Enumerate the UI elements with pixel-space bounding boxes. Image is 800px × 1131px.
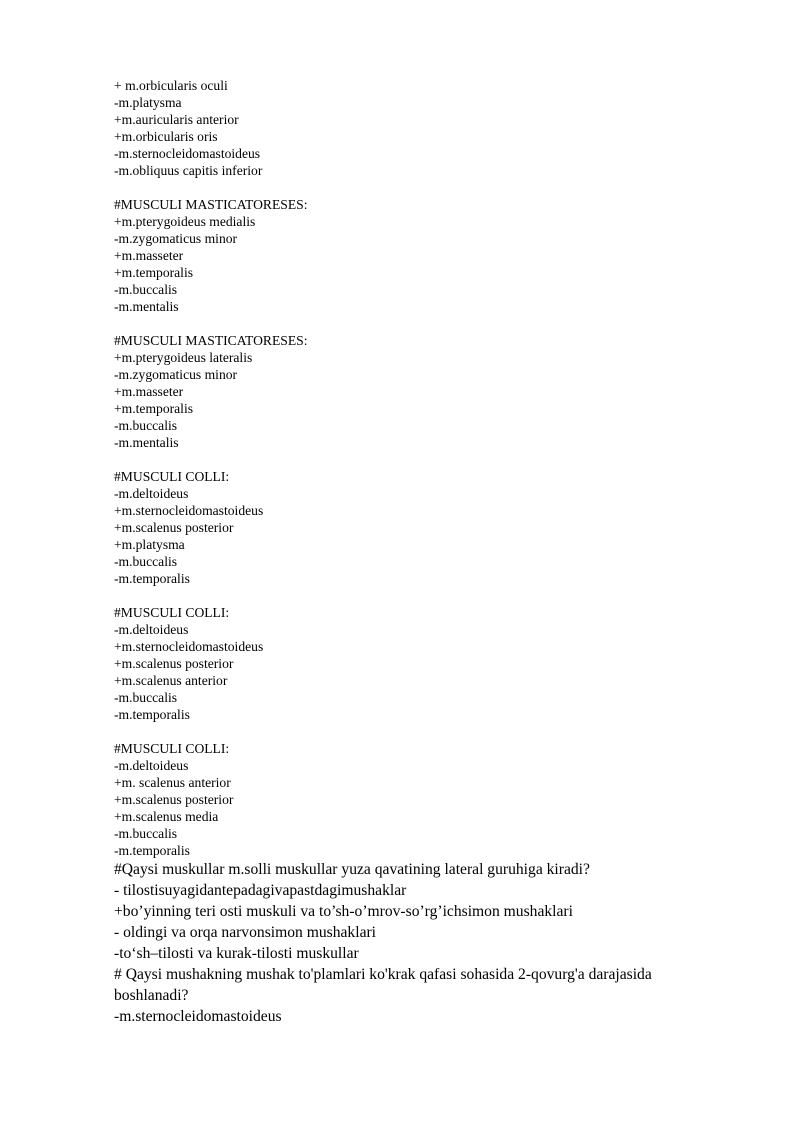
answer-line: - tilostisuyagidantepadagivapastdagimushaklar xyxy=(114,882,407,899)
answer-line: +m.temporalis xyxy=(114,401,194,416)
answer-line: -m.buccalis xyxy=(114,282,178,297)
question-blocks xyxy=(114,77,694,859)
answer-line: -m.mentalis xyxy=(114,435,179,450)
answer-block xyxy=(114,740,694,859)
answer-line: -m.deltoideus xyxy=(114,758,189,773)
answer-line: -m.deltoideus xyxy=(114,622,189,637)
answer-line: +bo’yinning teri osti muskuli va to’sh-o’mrov-so’rg’ichsimon mushaklari xyxy=(114,903,573,920)
answer-line: -m.zygomaticus minor xyxy=(114,231,238,246)
answer-line: - oldingi va orqa narvonsimon mushaklari xyxy=(114,924,377,941)
answer-line: -m.buccalis xyxy=(114,690,178,705)
answer-line: -m.platysma xyxy=(114,95,182,110)
answer-block xyxy=(114,604,694,723)
answer-line: +m.scalenus media xyxy=(114,809,219,824)
answer-line: +m.scalenus posterior xyxy=(114,656,234,671)
answer-line: +m.scalenus posterior xyxy=(114,792,234,807)
answer-line: -m.temporalis xyxy=(114,707,190,722)
answer-block xyxy=(114,77,694,179)
answer-line: -m.sternocleidomastoideus xyxy=(114,146,261,161)
answer-block xyxy=(114,468,694,587)
block-header: #MUSCULI COLLI: xyxy=(114,741,230,756)
block-header: #MUSCULI MASTICATORESES: xyxy=(114,197,308,212)
block-header: #MUSCULI COLLI: xyxy=(114,605,230,620)
answer-line: -m.buccalis xyxy=(114,418,178,433)
answer-line: -m.mentalis xyxy=(114,299,179,314)
answer-line: +m.masseter xyxy=(114,248,184,263)
answer-line: +m.platysma xyxy=(114,537,185,552)
document-page xyxy=(114,77,694,1027)
question-line: # Qaysi mushakning mushak to'plamlari ko'krak qafasi sohasida 2-qovurg'a darajasida boshlanadi? xyxy=(114,966,652,1004)
answer-line: -m.sternocleidomastoideus xyxy=(114,1008,282,1025)
large-text-section xyxy=(114,859,694,1027)
answer-line: -m.deltoideus xyxy=(114,486,189,501)
answer-line: +m.temporalis xyxy=(114,265,194,280)
answer-line: -to‘sh–tilosti va kurak-tilosti muskullar xyxy=(114,945,359,962)
block-spacer xyxy=(114,315,694,332)
block-spacer xyxy=(114,179,694,196)
block-header: #MUSCULI MASTICATORESES: xyxy=(114,333,308,348)
block-header: #MUSCULI COLLI: xyxy=(114,469,230,484)
answer-line: +m.pterygoideus medialis xyxy=(114,214,256,229)
answer-line: + m.orbicularis oculi xyxy=(114,78,228,93)
answer-line: +m.auricularis anterior xyxy=(114,112,239,127)
answer-line: -m.temporalis xyxy=(114,843,190,858)
block-spacer xyxy=(114,451,694,468)
answer-line: +m.orbicularis oris xyxy=(114,129,218,144)
question-line: #Qaysi muskullar m.solli muskullar yuza qavatining lateral guruhiga kiradi? xyxy=(114,861,590,878)
answer-line: +m.pterygoideus lateralis xyxy=(114,350,253,365)
block-spacer xyxy=(114,723,694,740)
answer-line: +m.masseter xyxy=(114,384,184,399)
answer-block xyxy=(114,332,694,451)
answer-block xyxy=(114,196,694,315)
answer-line: -m.obliquus capitis inferior xyxy=(114,163,263,178)
answer-line: +m.scalenus anterior xyxy=(114,673,228,688)
answer-line: -m.buccalis xyxy=(114,554,178,569)
answer-line: +m.sternocleidomastoideus xyxy=(114,503,264,518)
answer-line: +m. scalenus anterior xyxy=(114,775,231,790)
block-spacer xyxy=(114,587,694,604)
answer-line: -m.buccalis xyxy=(114,826,178,841)
answer-line: -m.temporalis xyxy=(114,571,190,586)
answer-line: -m.zygomaticus minor xyxy=(114,367,238,382)
answer-line: +m.scalenus posterior xyxy=(114,520,234,535)
answer-line: +m.sternocleidomastoideus xyxy=(114,639,264,654)
